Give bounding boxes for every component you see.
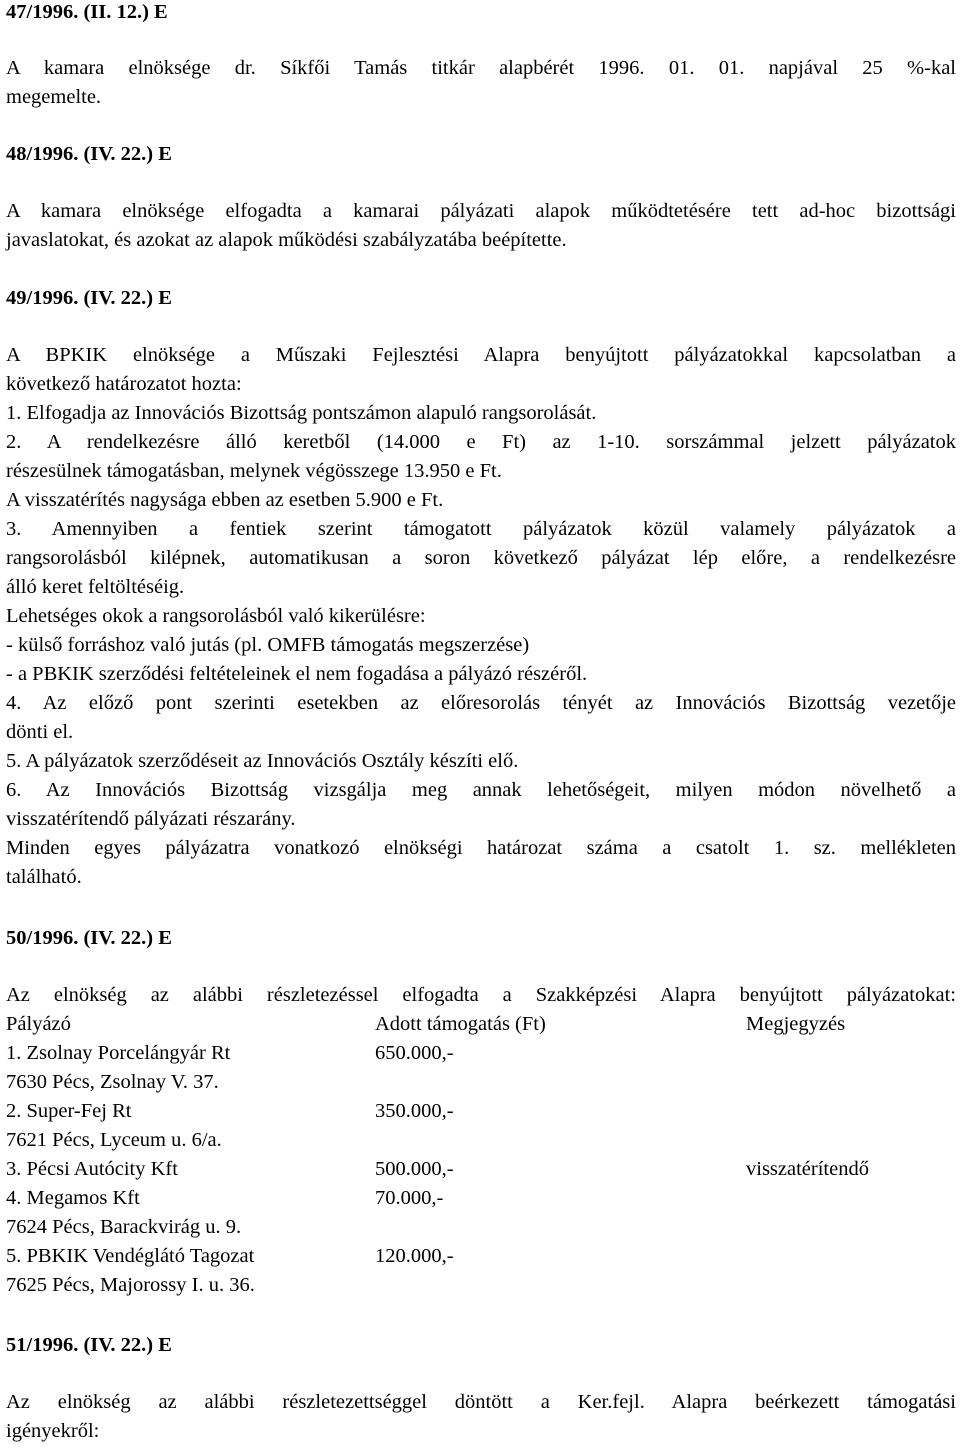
table-cell: 70.000,-: [375, 1187, 444, 1209]
resolution-text-line: Az elnökség az alábbi részletezettséggel döntött a Ker.fejl. Alapra beérkezett támogatási: [6, 1391, 956, 1413]
table-cell: 350.000,-: [375, 1100, 454, 1122]
resolution-text-line: Minden egyes pályázatra vonatkozó elnökségi határozat száma a csatolt 1. sz. mellékleten: [6, 837, 956, 859]
table-cell: 2. Super-Fej Rt: [6, 1100, 132, 1122]
column-header-applicant: Pályázó: [6, 1013, 71, 1035]
resolution-text-line: visszatérítendő pályázati részarány.: [6, 808, 296, 830]
table-row: [6, 1184, 956, 1213]
resolution-text-line: található.: [6, 866, 82, 888]
table-row: [6, 1213, 956, 1242]
table-row: [6, 1039, 956, 1068]
table-row: [6, 1242, 956, 1271]
table-row: [6, 1068, 956, 1097]
resolution-text-line: 4. Az előző pont szerinti esetekben az előresorolás tényét az Innovációs Bizottság vezetője: [6, 692, 956, 714]
table-cell: 5. PBKIK Vendéglátó Tagozat: [6, 1245, 255, 1267]
table-cell: 7630 Pécs, Zsolnay V. 37.: [6, 1071, 219, 1093]
table-cell: 7625 Pécs, Majorossy I. u. 36.: [6, 1274, 255, 1296]
table-cell: 7624 Pécs, Barackvirág u. 9.: [6, 1216, 242, 1238]
resolution-text-line: álló keret feltöltéséig.: [6, 576, 185, 598]
table-row: [6, 1271, 956, 1300]
resolution-text-line: A BPKIK elnöksége a Műszaki Fejlesztési Alapra benyújtott pályázatokkal kapcsolatban a: [6, 344, 956, 366]
resolution-text-line: megemelte.: [6, 86, 102, 108]
resolution-text-line: 6. Az Innovációs Bizottság vizsgálja meg annak lehetőségeit, milyen módon növelhető a: [6, 779, 956, 801]
resolution-text-line: Lehetséges okok a rangsorolásból való kikerülésre:: [6, 605, 426, 627]
resolution-text-line: igényekről:: [6, 1420, 100, 1442]
resolution-text-line: A kamara elnöksége elfogadta a kamarai pályázati alapok működtetésére tett ad-hoc bizottsági: [6, 200, 956, 222]
resolution-heading-50: 50/1996. (IV. 22.) E: [6, 927, 172, 949]
resolution-text-line: dönti el.: [6, 721, 74, 743]
table-cell: 4. Megamos Kft: [6, 1187, 140, 1209]
table-row: [6, 1097, 956, 1126]
resolution-text-line: következő határozatot hozta:: [6, 373, 242, 395]
resolution-heading-49: 49/1996. (IV. 22.) E: [6, 287, 172, 309]
table-cell: 500.000,-: [375, 1158, 454, 1180]
resolution-text-line: 5. A pályázatok szerződéseit az Innovációs Osztály készíti elő.: [6, 750, 519, 772]
resolution-heading-48: 48/1996. (IV. 22.) E: [6, 143, 172, 165]
resolution-text-line: javaslatokat, és azokat az alapok működési szabályzatába beépítette.: [6, 229, 567, 251]
resolution-text-line: Az elnökség az alábbi részletezéssel elfogadta a Szakképzési Alapra benyújtott pályázatokat:: [6, 984, 956, 1006]
resolution-text-line: 2. A rendelkezésre álló keretből (14.000 e Ft) az 1-10. sorszámmal jelzett pályázatok: [6, 431, 956, 453]
resolution-text-line: rangsorolásból kilépnek, automatikusan a soron következő pályázat lép előre, a rendelkezésre: [6, 547, 956, 569]
table-header-row: [6, 1010, 956, 1039]
resolution-text-line: 3. Amennyiben a fentiek szerint támogatott pályázatok közül valamely pályázatok a: [6, 518, 956, 540]
resolution-text-line: részesülnek támogatásban, melynek végösszege 13.950 e Ft.: [6, 460, 502, 482]
table-cell: 1. Zsolnay Porcelángyár Rt: [6, 1042, 231, 1064]
table-cell: 650.000,-: [375, 1042, 454, 1064]
table-row: [6, 1126, 956, 1155]
resolution-heading-47: 47/1996. (II. 12.) E: [6, 1, 168, 23]
table-cell: visszatérítendő: [746, 1158, 869, 1180]
resolution-text-line: - a PBKIK szerződési feltételeinek el nem fogadása a pályázó részéről.: [6, 663, 588, 685]
column-header-note: Megjegyzés: [746, 1013, 846, 1035]
resolution-heading-51: 51/1996. (IV. 22.) E: [6, 1334, 172, 1356]
table-row: [6, 1155, 956, 1184]
resolution-text-line: 1. Elfogadja az Innovációs Bizottság pontszámon alapuló rangsorolását.: [6, 402, 597, 424]
resolution-text-line: - külső forráshoz való jutás (pl. OMFB támogatás megszerzése): [6, 634, 530, 656]
table-cell: 3. Pécsi Autócity Kft: [6, 1158, 178, 1180]
resolution-text-line: A visszatérítés nagysága ebben az esetben 5.900 e Ft.: [6, 489, 444, 511]
table-cell: 120.000,-: [375, 1245, 454, 1267]
table-cell: 7621 Pécs, Lyceum u. 6/a.: [6, 1129, 222, 1151]
column-header-amount: Adott támogatás (Ft): [375, 1013, 546, 1035]
resolution-text-line: A kamara elnöksége dr. Síkfői Tamás titkár alapbérét 1996. 01. 01. napjával 25 %-kal: [6, 57, 956, 79]
